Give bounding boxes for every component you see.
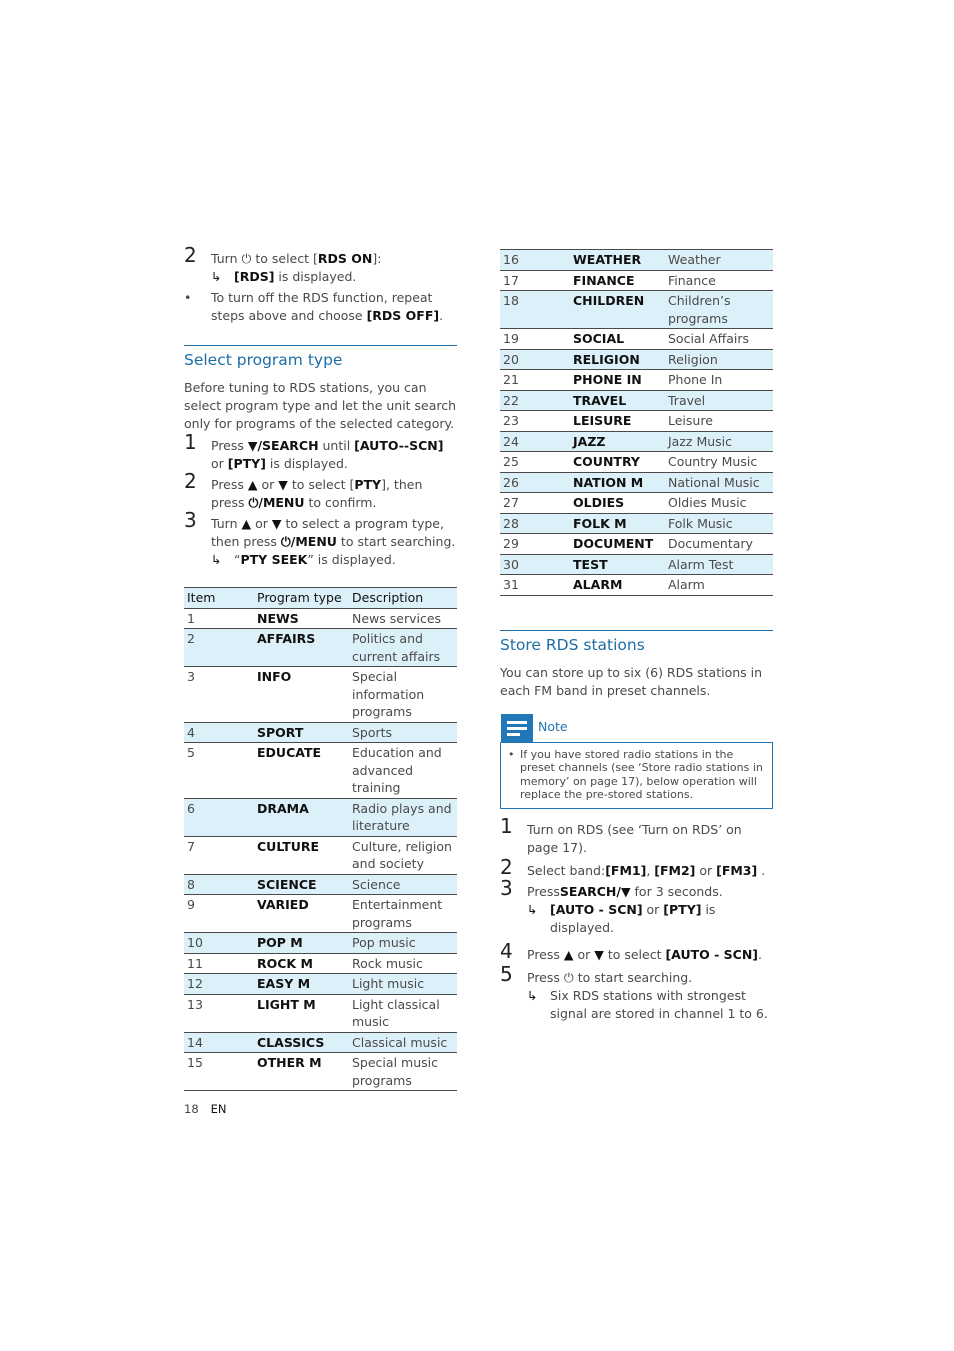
description-cell: Finance	[668, 272, 716, 288]
description-cell: Oldies Music	[668, 495, 747, 510]
step-3: 3 PressSEARCH/▼ for 3 seconds. ↳ [AUTO - SCN] or [PTY] is displayed.	[500, 883, 773, 937]
description-cell: Pop music	[349, 933, 457, 954]
item-cell: 27	[503, 495, 519, 510]
right-hook-arrow-icon: ↳	[211, 552, 222, 567]
program-type-cell: ALARM	[573, 577, 623, 592]
right-hook-arrow-icon: ↳	[527, 901, 538, 917]
description-cell: Rock music	[352, 955, 423, 971]
description-cell: Science	[349, 874, 457, 895]
description-cell: Special information programs	[352, 669, 425, 719]
section-title-store-rds-stations: Store RDS stations	[500, 630, 773, 655]
program-type-cell: FINANCE	[573, 272, 635, 288]
table-row	[184, 608, 457, 629]
rds-on-step: 2 Turn ⏻ to select [RDS ON]: ↳ [RDS] is displayed.	[184, 250, 457, 286]
note-label: Note	[538, 718, 568, 734]
rds-off-bullet: • To turn off the RDS function, repeat steps above and choose [RDS OFF].	[184, 290, 444, 323]
column-header: Program type	[254, 588, 349, 609]
description-cell: Alarm Test	[665, 554, 773, 575]
item-cell: 10	[184, 933, 254, 954]
item-cell: 22	[500, 390, 570, 411]
program-type-cell: RELIGION	[570, 349, 665, 370]
step-3: 3 Turn ▲ or ▼ to select a program type, then press ⏻/MENU to start searching. ↳ “PTY SEEK” is displayed.	[184, 508, 456, 567]
result-line: ↳ Six RDS stations with strongest signal are stored in channel 1 to 6.	[527, 987, 768, 1021]
item-cell: 16	[500, 250, 570, 271]
program-type-cell: INFO	[257, 669, 292, 684]
program-type-cell: EASY M	[254, 974, 349, 995]
description-cell: Social Affairs	[668, 331, 749, 346]
note-header	[500, 714, 773, 742]
description-cell: Phone In	[668, 372, 723, 387]
item-cell: 14	[184, 1032, 254, 1053]
program-type-table-continued	[500, 249, 773, 596]
program-type-cell: TEST	[570, 554, 665, 575]
item-cell: 11	[187, 955, 203, 971]
program-type-cell: VARIED	[257, 897, 309, 912]
step-4: 4 Press ▲ or ▼ to select [AUTO - SCN].	[500, 938, 763, 963]
table-row	[500, 291, 773, 329]
item-cell: 9	[187, 897, 195, 912]
description-cell: Documentary	[668, 536, 753, 551]
note-icon	[501, 714, 533, 742]
program-type-cell: COUNTRY	[573, 454, 640, 469]
item-cell: 25	[503, 454, 519, 469]
item-cell: 5	[187, 745, 195, 760]
item-cell: 23	[503, 413, 519, 428]
description-cell: Light music	[349, 974, 457, 995]
description-cell: Culture, religion and society	[352, 838, 452, 871]
table-row	[500, 513, 773, 534]
step-1: 1 Turn on RDS (see ‘Turn on RDS’ on page 17).	[500, 813, 742, 855]
program-type-cell: EDUCATE	[257, 745, 322, 760]
intro-paragraph: Before tuning to RDS stations, you can select program type and let the unit search only for programs of the selected category.	[184, 380, 457, 431]
item-cell: 28	[500, 513, 570, 534]
description-cell: Country Music	[668, 454, 758, 469]
program-type-cell: OTHER M	[257, 1055, 322, 1070]
program-type-cell: LIGHT M	[257, 996, 316, 1012]
program-type-cell: LEISURE	[573, 413, 632, 428]
language-code: EN	[210, 1102, 227, 1116]
description-cell: Classical music	[349, 1032, 457, 1053]
description-cell: Jazz Music	[665, 431, 773, 452]
description-cell: Light classical music	[352, 996, 440, 1029]
table-row	[184, 629, 457, 667]
table-row	[500, 411, 773, 432]
item-cell: 1	[187, 610, 195, 626]
step-number: 2	[184, 243, 197, 267]
item-cell: 30	[500, 554, 570, 575]
description-cell: Leisure	[668, 413, 713, 428]
description-cell: Religion	[665, 349, 773, 370]
table-row	[184, 895, 457, 933]
program-type-cell: POP M	[254, 933, 349, 954]
item-cell: 18	[500, 291, 570, 329]
item-cell: 17	[503, 272, 519, 288]
description-cell: Alarm	[668, 577, 705, 592]
item-cell: 13	[187, 996, 203, 1012]
program-type-cell: SOCIAL	[573, 331, 625, 346]
power-icon: ⏻	[241, 251, 252, 266]
table-row	[500, 250, 773, 271]
description-cell: Politics and current affairs	[349, 629, 457, 667]
item-cell: 6	[184, 798, 254, 836]
step-5: 5 Press ⏻ to start searching. ↳ Six RDS stations with strongest signal are stored in channel 1 to 6.	[500, 969, 773, 1023]
step-2: 2 Select band:[FM1], [FM2] or [FM3] .	[500, 854, 766, 879]
result-line: ↳ [RDS] is displayed.	[211, 269, 357, 284]
description-cell: Weather	[665, 250, 773, 271]
power-icon: ⏻	[563, 969, 574, 985]
table-row	[184, 667, 457, 723]
note-box	[500, 742, 773, 809]
note-text: If you have stored radio stations in the preset channels (see ‘Store radio stations in memory’ on page 17), below operation will replace the pre-stored stations.	[520, 747, 763, 802]
table-row	[184, 836, 457, 874]
right-column	[500, 249, 773, 1023]
bullet-icon: •	[184, 290, 192, 305]
item-cell: 4	[184, 722, 254, 743]
table-row	[184, 798, 457, 836]
description-cell: Folk Music	[665, 513, 773, 534]
result-line: ↳ [AUTO - SCN] or [PTY] is displayed.	[527, 901, 716, 935]
program-type-cell: JAZZ	[570, 431, 665, 452]
table-row	[184, 953, 457, 974]
section-title-select-program-type: Select program type	[184, 345, 457, 370]
item-cell: 8	[184, 874, 254, 895]
description-cell: Children’s programs	[665, 291, 773, 329]
table-row	[500, 349, 773, 370]
program-type-cell: NATION M	[570, 472, 665, 493]
item-cell: 20	[500, 349, 570, 370]
column-header: Description	[349, 588, 457, 609]
program-type-cell: DRAMA	[254, 798, 349, 836]
table-row	[184, 722, 457, 743]
step-2: 2 Press ▲ or ▼ to select [PTY], then press ⏻/MENU to confirm.	[184, 469, 423, 510]
program-type-cell: DOCUMENT	[573, 536, 654, 551]
program-type-cell: NEWS	[257, 610, 299, 626]
item-cell: 31	[503, 577, 519, 592]
bullet-icon: •	[508, 747, 515, 761]
step-1: 1 Press ▼/SEARCH until [AUTO--SCN] or [PTY] is displayed.	[184, 430, 444, 471]
page-number: 18	[184, 1102, 199, 1116]
item-cell: 24	[500, 431, 570, 452]
item-cell: 15	[187, 1055, 203, 1070]
table-row	[500, 534, 773, 555]
item-cell: 21	[503, 372, 519, 387]
program-type-cell: ROCK M	[257, 955, 313, 971]
program-type-cell: OLDIES	[573, 495, 625, 510]
item-cell: 12	[184, 974, 254, 995]
table-row	[500, 390, 773, 411]
program-type-cell: AFFAIRS	[254, 629, 349, 667]
table-row	[500, 554, 773, 575]
program-type-cell: SCIENCE	[254, 874, 349, 895]
description-cell: National Music	[665, 472, 773, 493]
item-cell: 29	[503, 536, 519, 551]
program-type-cell: CULTURE	[257, 838, 320, 854]
program-type-cell: SPORT	[254, 722, 349, 743]
item-cell: 7	[187, 838, 195, 854]
right-hook-arrow-icon: ↳	[211, 269, 222, 284]
description-cell: Travel	[665, 390, 773, 411]
table-row	[184, 994, 457, 1032]
table-row	[184, 874, 457, 895]
description-cell: Special music programs	[352, 1055, 438, 1088]
table-row	[184, 974, 457, 995]
right-hook-arrow-icon: ↳	[527, 987, 538, 1003]
table-row	[500, 493, 773, 514]
item-cell: 26	[500, 472, 570, 493]
column-header: Item	[184, 588, 254, 609]
program-type-cell: WEATHER	[570, 250, 665, 271]
table-row	[500, 370, 773, 391]
item-cell: 2	[184, 629, 254, 667]
program-type-cell: CLASSICS	[254, 1032, 349, 1053]
description-cell: News services	[352, 610, 442, 626]
table-row	[500, 329, 773, 350]
program-type-cell: TRAVEL	[570, 390, 665, 411]
description-cell: Entertainment programs	[352, 897, 443, 930]
page-footer	[184, 1100, 227, 1118]
table-row	[184, 1053, 457, 1091]
table-row	[500, 431, 773, 452]
intro-paragraph: You can store up to six (6) RDS stations in each FM band in preset channels.	[500, 664, 763, 698]
program-type-cell: PHONE IN	[573, 372, 642, 387]
left-column	[184, 243, 457, 1091]
table-row	[500, 575, 773, 596]
table-row	[500, 452, 773, 473]
result-line: ↳ “PTY SEEK” is displayed.	[211, 552, 396, 567]
table-row	[184, 743, 457, 799]
table-row	[184, 933, 457, 954]
table-header-row	[184, 588, 457, 609]
table-row	[500, 270, 773, 291]
description-cell: Sports	[349, 722, 457, 743]
program-type-cell: CHILDREN	[570, 291, 665, 329]
item-cell: 3	[187, 669, 195, 684]
table-row	[500, 472, 773, 493]
item-cell: 19	[503, 331, 519, 346]
description-cell: Radio plays and literature	[349, 798, 457, 836]
table-row	[184, 1032, 457, 1053]
program-type-table	[184, 587, 457, 1091]
description-cell: Education and advanced training	[352, 745, 442, 795]
program-type-cell: FOLK M	[570, 513, 665, 534]
